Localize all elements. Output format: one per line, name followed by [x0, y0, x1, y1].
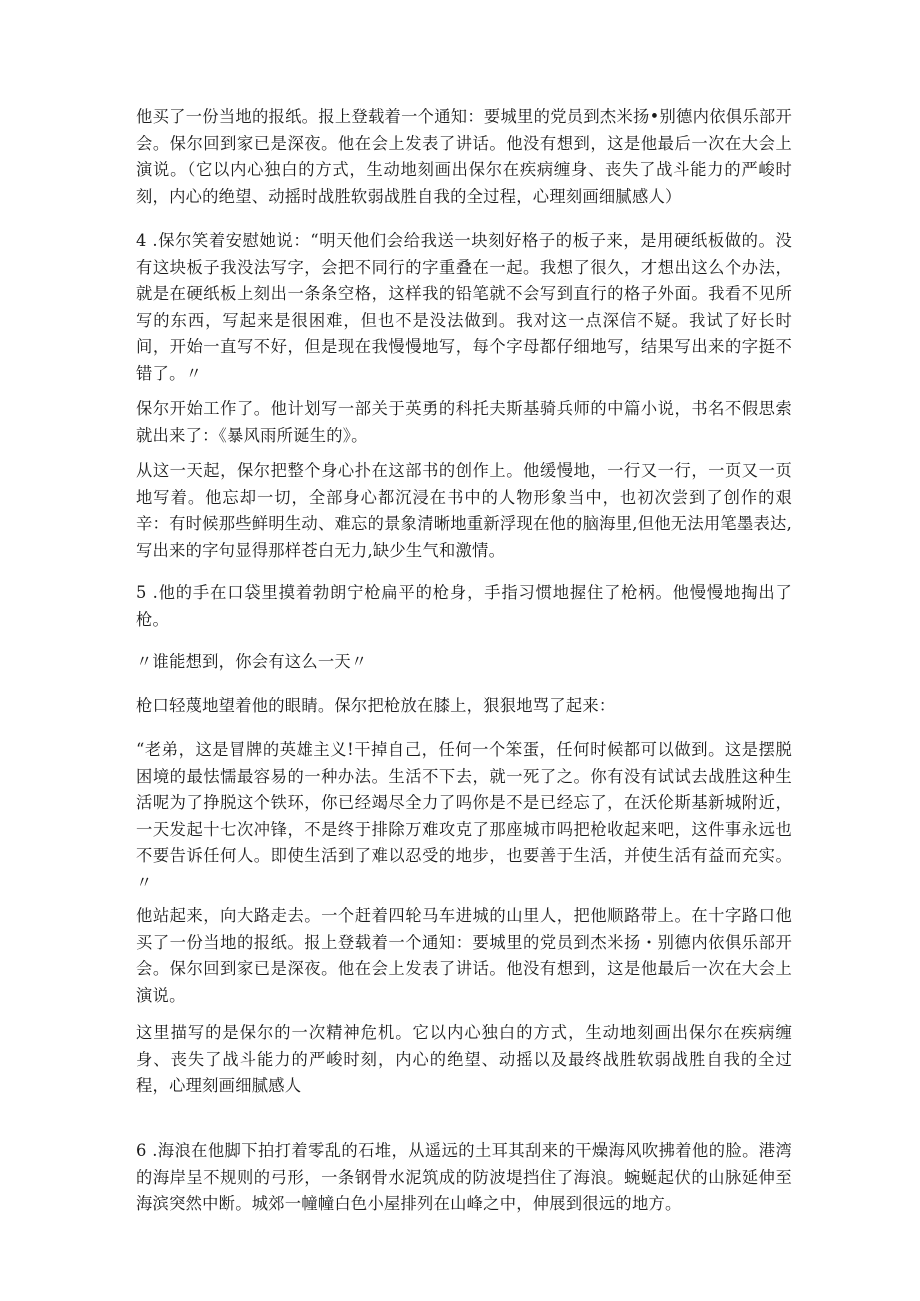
paragraph-4: 从这一天起，保尔把整个身心扑在这部书的创作上。他缓慢地，一行又一行，一页又一页地写着。他忘却一切，全部身心都沉浸在书中的人物形象当中，也初次尝到了创作的艰辛：有时候那些鲜明生动、难忘的景象清晰地重新浮现在他的脑海里,但他无法用笔墨表达,写出来的字句显得那样苍白无力,缺少生气和激情。 — [136, 461, 792, 560]
paragraph-6: 〃谁能想到，你会有这么一天〃 — [136, 652, 368, 671]
paragraph-5: 5 .他的手在口袋里摸着勃朗宁枪扁平的枪身，手指习惯地握住了枪柄。他慢慢地掏出了枪。 — [136, 583, 792, 629]
paragraph-9: 他站起来，向大路走去。一个赶着四轮马车进城的山里人，把他顺路带上。在十字路口他买了一份当地的报纸。报上登载着一个通知：要城里的党员到杰米扬・别德内依俱乐部开会。保尔回到家已是深夜。他在会上发表了讲话。他没有想到，这是他最后一次在大会上演说。 — [136, 906, 792, 1005]
paragraph-2: 4 .保尔笑着安慰她说：“明天他们会给我送一块刻好格子的板子来，是用硬纸板做的。没有这块板子我没法写字，会把不同行的字重叠在一起。我想了很久，才想出这么个办法，就是在硬纸板上刻出一条条空格，这样我的铅笔就不会写到直行的格子外面。我看不见所写的东西，写起来是很困难，但也不是没法做到。我对这一点深信不疑。我试了好长时间，开始一直写不好，但是现在我慢慢地写，每个字母都仔细地写，结果写出来的字挺不错了。〃 — [136, 231, 792, 383]
paragraph-8: “老弟，这是冒牌的英雄主义!干掉自己，任何一个笨蛋，任何时候都可以做到。这是摆脱困境的最怯懦最容易的一种办法。生活不下去，就一死了之。你有没有试试去战胜这种生活呢为了挣脱这个铁环，你已经竭尽全力了吗你是不是已经忘了，在沃伦斯基新城附近，一天发起十七次冲锋，不是终于排除万难攻克了那座城市吗把枪收起来吧，这件事永远也不要告诉任何人。即使生活到了难以忍受的地步，也要善于生活，并使生活有益而充实。〃 — [136, 740, 792, 892]
paragraph-1: 他买了一份当地的报纸。报上登载着一个通知：要城里的党员到杰米扬•别德内依俱乐部开会。保尔回到家已是深夜。他在会上发表了讲话。他没有想到，这是他最后一次在大会上演说。（它以内心独白的方式，生动地刻画出保尔在疾病缠身、丧失了战斗能力的严峻时刻，内心的绝望、动摇时战胜软弱战胜自我的全过程，心理刻画细腻感人） — [136, 107, 792, 206]
paragraph-3: 保尔开始工作了。他计划写一部关于英勇的科托夫斯基骑兵师的中篇小说，书名不假思索就出来了：《暴风雨所诞生的》。 — [136, 399, 792, 445]
paragraph-10: 这里描写的是保尔的一次精神危机。它以内心独白的方式，生动地刻画出保尔在疾病缠身、丧失了战斗能力的严峻时刻，内心的绝望、动摇以及最终战胜软弱战胜自我的全过程，心理刻画细腻感人 — [136, 1023, 792, 1096]
paragraph-11: 6 .海浪在他脚下拍打着零乱的石堆，从遥远的土耳其刮来的干燥海风吹拂着他的脸。港湾的海岸呈不规则的弓形，一条钢骨水泥筑成的防波堤挡住了海浪。蜿蜒起伏的山脉延伸至海滨突然中断。城郊一幢幢白色小屋排列在山峰之中，伸展到很远的地方。 — [136, 1141, 792, 1214]
paragraph-7: 枪口轻蔑地望着他的眼睛。保尔把枪放在膝上，狠狠地骂了起来： — [136, 696, 616, 715]
